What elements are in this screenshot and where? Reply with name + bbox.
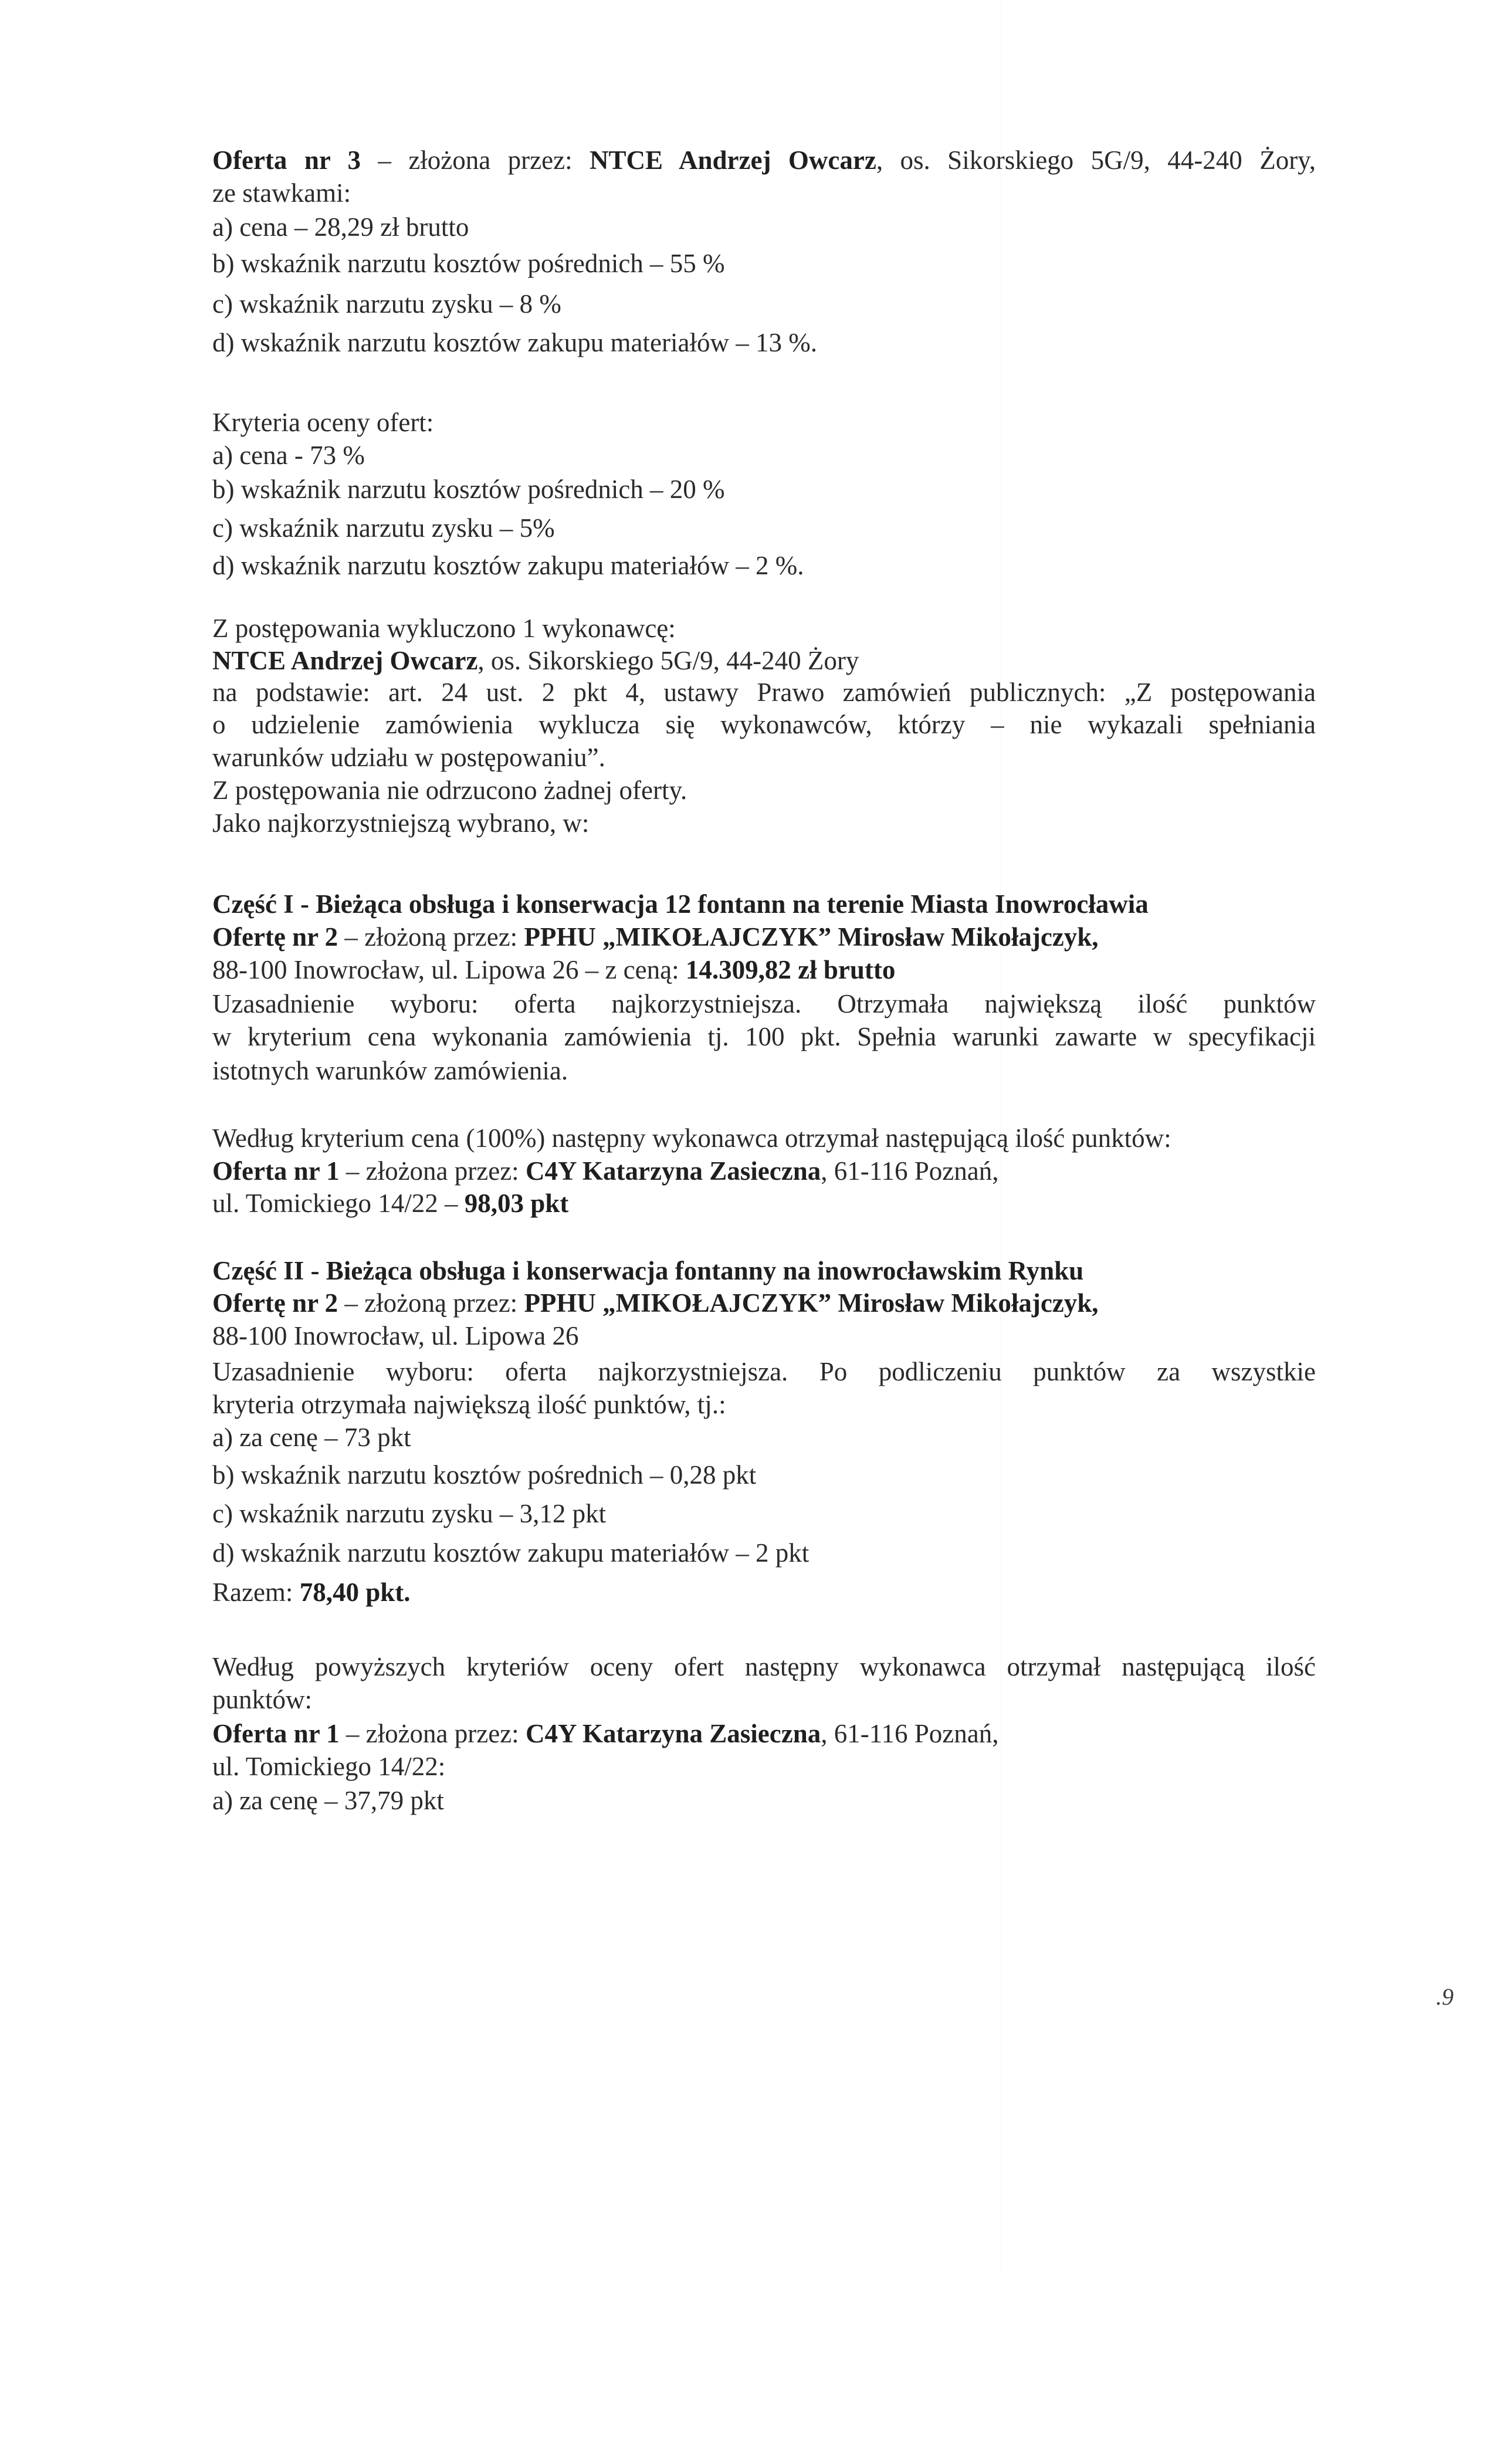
part1-next-address: , 61-116 Poznań, (821, 1156, 999, 1186)
offer3-rate-b: b) wskaźnik narzutu kosztów pośrednich – 55 % (212, 249, 725, 278)
part2-score-d: d) wskaźnik narzutu kosztów zakupu materiałów – 2 pkt (212, 1538, 810, 1568)
part1-address: 88-100 Inowrocław, ul. Lipowa 26 – z ceną: (212, 955, 679, 984)
exclusion-intro: Z postępowania wykluczono 1 wykonawcę: (212, 614, 676, 643)
part1-next-intro: Według kryterium cena (100%) następny wykonawca otrzymał następującą ilość punktów: (212, 1123, 1171, 1153)
part2-next-street: ul. Tomickiego 14/22: (212, 1752, 446, 1781)
part2-total-label: Razem: (212, 1578, 293, 1607)
part1-offer-label: Ofertę nr 2 (212, 922, 338, 952)
excluded-contractor (212, 645, 1316, 676)
part2-total-value: 78,40 pkt. (299, 1578, 411, 1607)
offer3-label: Oferta nr 3 (212, 145, 361, 175)
criteria-item-d: d) wskaźnik narzutu kosztów zakupu materiałów – 2 %. (212, 551, 804, 580)
part2-next-intro-line-2: punktów: (212, 1685, 313, 1714)
selected-intro: Jako najkorzystniejszą wybrano, w: (212, 808, 590, 838)
part1-next-street-line (212, 1188, 1316, 1219)
part1-next-offer-line (212, 1156, 1316, 1186)
part2-justification-line-2: kryteria otrzymała największą ilość punktów, tj.: (212, 1390, 726, 1419)
criteria-item-a: a) cena - 73 % (212, 441, 365, 470)
part1-submitted-by: – złożoną przez: (344, 922, 518, 952)
part1-company: PPHU „MIKOŁAJCZYK” Mirosław Mikołajczyk, (524, 922, 1099, 952)
part1-justification-line-2: w kryterium cena wykonania zamówienia tj. 100 pkt. Spełnia warunki zawarte w specyfikacji (212, 1022, 1316, 1051)
part2-next-intro-line-1: Według powyższych kryteriów oceny ofert następny wykonawca otrzymał następującą ilość (212, 1652, 1316, 1681)
part1-justification-line-3: istotnych warunków zamówienia. (212, 1056, 568, 1085)
part1-title: Część I - Bieżąca obsługa i konserwacja 12 fontann na terenie Miasta Inowrocławia (212, 889, 1149, 919)
part1-next-points: 98,03 pkt (464, 1189, 569, 1218)
offer3-rate-a: a) cena – 28,29 zł brutto (212, 212, 469, 242)
legal-basis-line-3: warunków udziału w postępowaniu”. (212, 743, 605, 772)
offer3-rate-d: d) wskaźnik narzutu kosztów zakupu materiałów – 13 %. (212, 328, 817, 357)
criteria-item-b: b) wskaźnik narzutu kosztów pośrednich – 20 % (212, 475, 725, 504)
part1-next-offer-label: Oferta nr 1 (212, 1156, 340, 1186)
criteria-title: Kryteria oceny ofert: (212, 408, 434, 437)
criteria-item-c: c) wskaźnik narzutu zysku – 5% (212, 513, 555, 543)
excluded-company: NTCE Andrzej Owcarz (212, 646, 478, 675)
part2-submitted-by: – złożoną przez: (344, 1288, 518, 1318)
offer3-company: NTCE Andrzej Owcarz (590, 145, 876, 175)
part1-offer-line (212, 922, 1316, 952)
part2-total (212, 1577, 1316, 1607)
part2-next-company: C4Y Katarzyna Zasieczna (525, 1719, 821, 1748)
offer3-address: , os. Sikorskiego 5G/9, 44-240 Żory, (876, 145, 1316, 175)
no-rejections-note: Z postępowania nie odrzucono żadnej oferty. (212, 776, 687, 805)
part1-next-company: C4Y Katarzyna Zasieczna (525, 1156, 821, 1186)
part2-offer-label: Ofertę nr 2 (212, 1288, 338, 1318)
legal-basis-line-1: na podstawie: art. 24 ust. 2 pkt 4, ustawy Prawo zamówień publicznych: „Z postępowania (212, 678, 1316, 707)
page-number-dot: . (1436, 1984, 1442, 2010)
part2-offer-line (212, 1288, 1316, 1318)
legal-basis-line-2: o udzielenie zamówienia wyklucza się wykonawców, którzy – nie wykazali spełniania (212, 710, 1316, 739)
part1-address-line (212, 955, 1316, 985)
part2-score-a: a) za cenę – 73 pkt (212, 1423, 411, 1452)
part1-next-submitted-by: – złożona przez: (346, 1156, 519, 1186)
part2-address: 88-100 Inowrocław, ul. Lipowa 26 (212, 1321, 579, 1351)
offer3-rate-c: c) wskaźnik narzutu zysku – 8 % (212, 289, 561, 319)
part2-next-score-a: a) za cenę – 37,79 pkt (212, 1786, 444, 1815)
part1-price: 14.309,82 zł brutto (685, 955, 896, 984)
part2-next-offer-label: Oferta nr 1 (212, 1719, 340, 1748)
offer3-rates-intro: ze stawkami: (212, 178, 351, 208)
page-number (1436, 1983, 1454, 2011)
part2-company: PPHU „MIKOŁAJCZYK” Mirosław Mikołajczyk, (524, 1288, 1099, 1318)
offer3-submitted-by: – złożona przez: (378, 145, 573, 175)
page-number-value: 9 (1442, 1984, 1454, 2010)
part2-score-c: c) wskaźnik narzutu zysku – 3,12 pkt (212, 1499, 607, 1528)
part2-next-offer-line (212, 1718, 1316, 1749)
excluded-address: , os. Sikorskiego 5G/9, 44-240 Żory (477, 646, 859, 675)
part2-next-address: , 61-116 Poznań, (821, 1719, 999, 1748)
part2-score-b: b) wskaźnik narzutu kosztów pośrednich – 0,28 pkt (212, 1460, 757, 1490)
part2-next-submitted-by: – złożona przez: (346, 1719, 519, 1748)
part2-title: Część II - Bieżąca obsługa i konserwacja fontanny na inowrocławskim Rynku (212, 1256, 1084, 1285)
part2-justification-line-1: Uzasadnienie wyboru: oferta najkorzystniejsza. Po podliczeniu punktów za wszystkie (212, 1357, 1316, 1386)
part1-next-street: ul. Tomickiego 14/22 – (212, 1189, 458, 1218)
part1-justification-line-1: Uzasadnienie wyboru: oferta najkorzystniejsza. Otrzymała największą ilość punktów (212, 989, 1316, 1018)
offer3-heading (212, 145, 1316, 175)
